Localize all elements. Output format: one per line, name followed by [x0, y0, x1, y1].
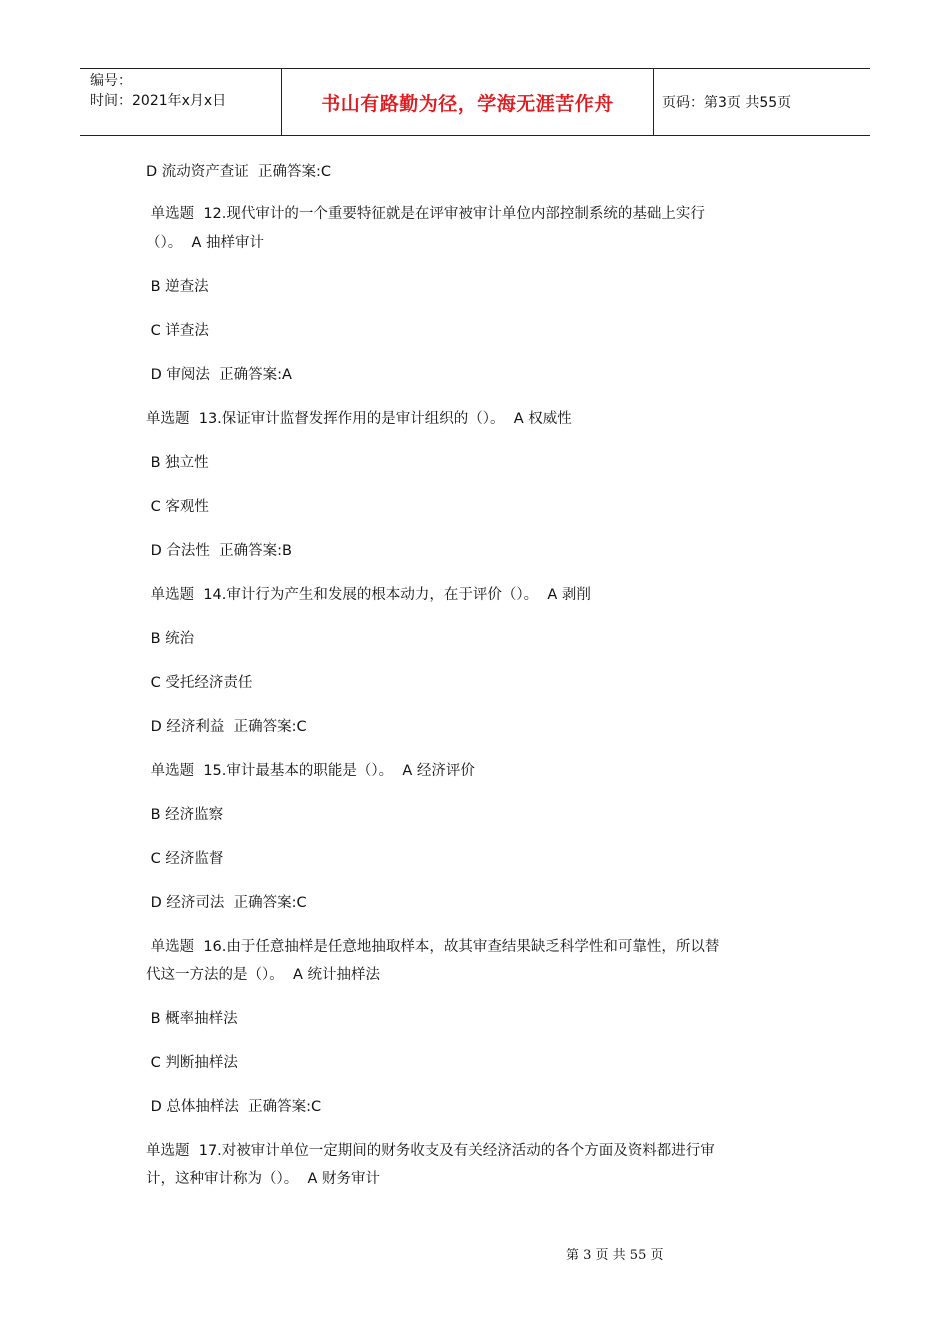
- text-line: 单选题 17.对被审计单位一定期间的财务收支及有关经济活动的各个方面及资料都进行审: [146, 1143, 715, 1159]
- text-line: 单选题 14.审计行为产生和发展的根本动力，在于评价（）。 A 剥削: [146, 587, 591, 603]
- text-line: 单选题 15.审计最基本的职能是（）。 A 经济评价: [146, 763, 475, 779]
- text-line: D 总体抽样法 正确答案:C: [146, 1099, 322, 1115]
- text-line: （）。 A 抽样审计: [146, 235, 264, 251]
- text-line: C 受托经济责任: [146, 675, 253, 691]
- text-line: D 经济司法 正确答案:C: [146, 895, 307, 911]
- time-label: 时间：2021年x月x日: [90, 93, 227, 109]
- text-line: C 判断抽样法: [146, 1055, 238, 1071]
- text-line: C 经济监督: [146, 851, 224, 867]
- text-line: C 客观性: [146, 499, 209, 515]
- text-line: B 概率抽样法: [146, 1011, 238, 1027]
- text-line: B 统治: [146, 631, 195, 647]
- text-line: D 合法性 正确答案:B: [146, 543, 292, 559]
- text-line: 单选题 16.由于任意抽样是任意地抽取样本，故其审查结果缺乏科学性和可靠性，所以替: [146, 939, 720, 955]
- header-meta: [80, 69, 282, 135]
- footer-page-number: 第 3 页 共 55 页: [566, 1248, 664, 1263]
- page-header: [80, 68, 870, 136]
- text-line: B 经济监察: [146, 807, 224, 823]
- motto-text: 书山有路勤为径，学海无涯苦作舟: [321, 92, 614, 115]
- text-line: B 逆查法: [146, 279, 209, 295]
- text-line: 计，这种审计称为（）。 A 财务审计: [146, 1171, 380, 1187]
- text-line: D 经济利益 正确答案:C: [146, 719, 307, 735]
- header-page-info: [654, 69, 870, 135]
- text-line: 单选题 12.现代审计的一个重要特征就是在评审被审计单位内部控制系统的基础上实行: [146, 206, 705, 222]
- text-line: D 流动资产查证 正确答案:C: [146, 164, 332, 180]
- text-line: C 详查法: [146, 323, 209, 339]
- text-line: B 独立性: [146, 455, 209, 471]
- number-label: 编号：: [90, 73, 132, 89]
- text-line: 单选题 13.保证审计监督发挥作用的是审计组织的（）。 A 权威性: [146, 411, 572, 427]
- page-info-text: 页码：第3页 共55页: [662, 95, 792, 111]
- header-motto-cell: [282, 69, 654, 135]
- text-line: D 审阅法 正确答案:A: [146, 367, 292, 383]
- text-line: 代这一方法的是（）。 A 统计抽样法: [146, 967, 380, 983]
